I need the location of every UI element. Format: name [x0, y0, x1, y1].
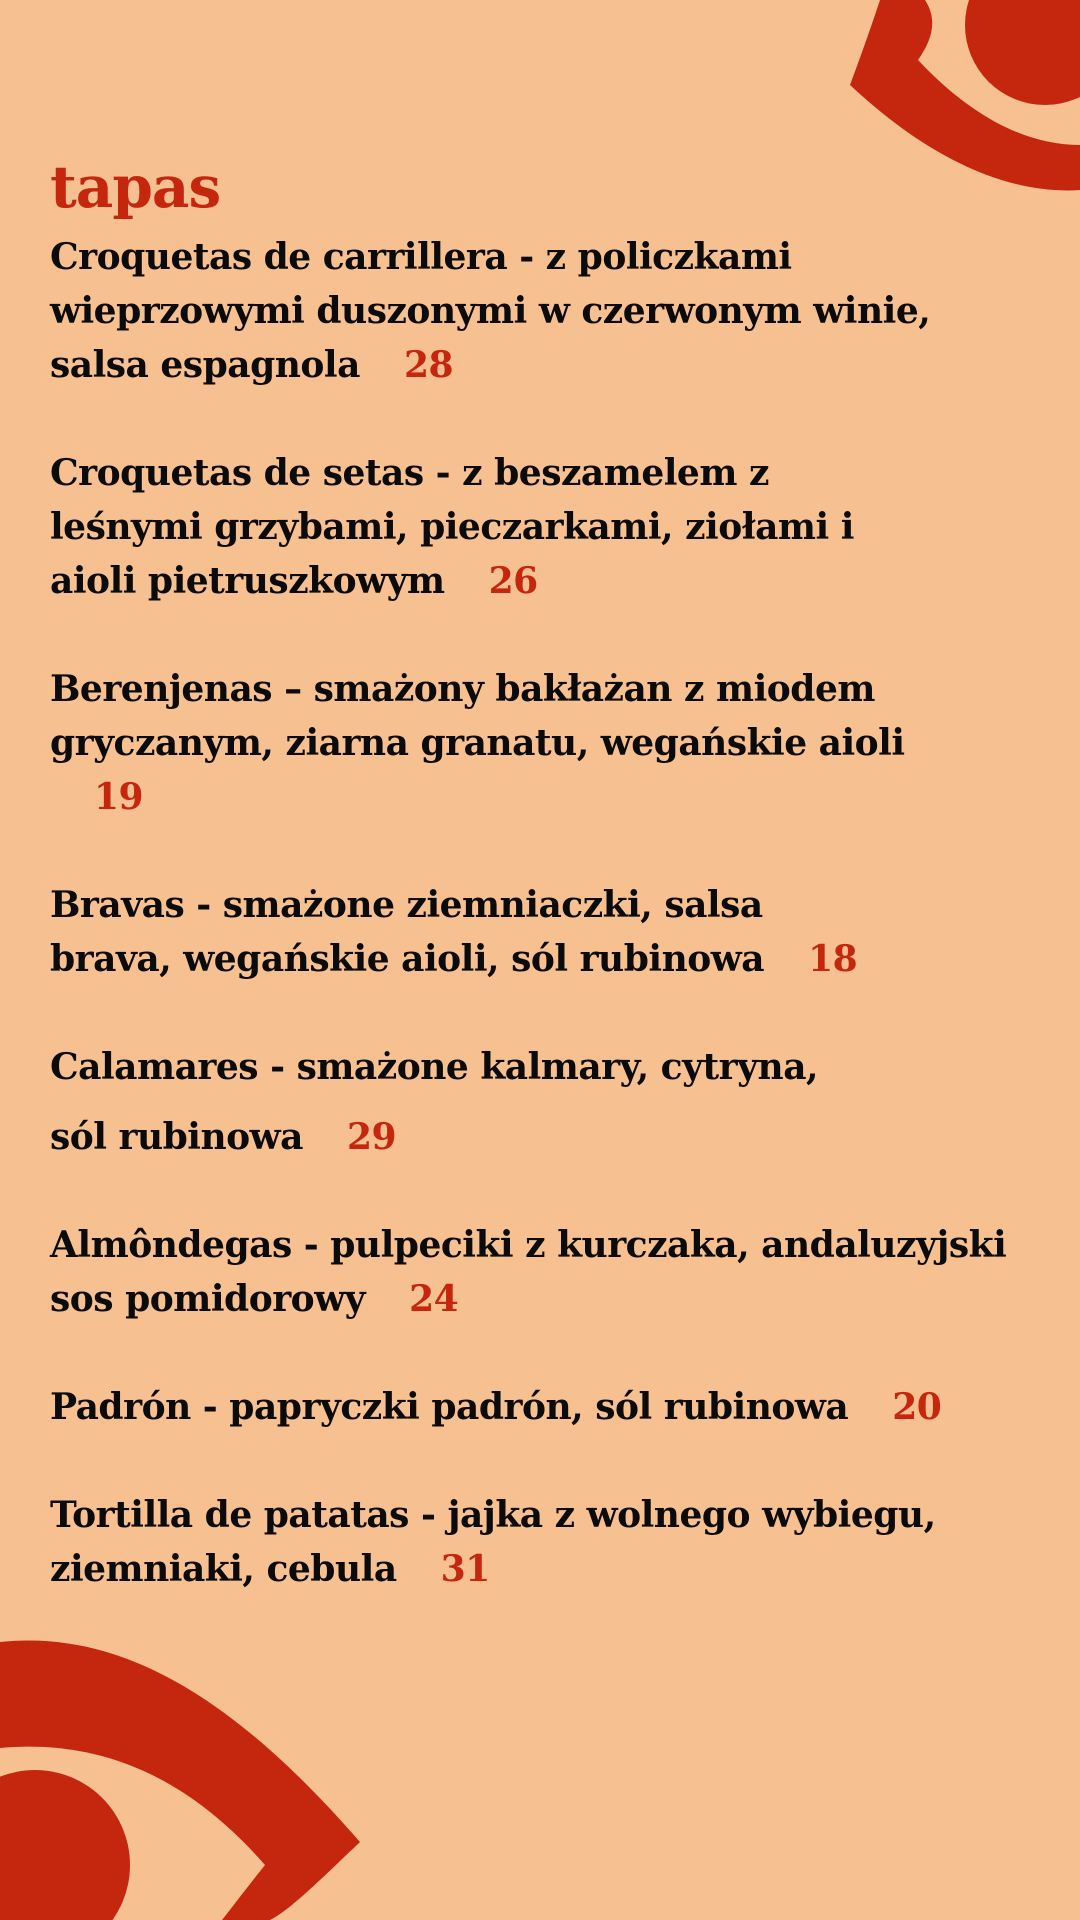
item-name: Bravas	[50, 884, 185, 926]
item-separator: -	[184, 884, 223, 926]
item-name: Tortilla de patatas	[50, 1494, 409, 1536]
item-price: 24	[409, 1278, 459, 1320]
item-separator: -	[507, 236, 546, 278]
menu-item	[50, 230, 1030, 392]
menu-item	[50, 446, 900, 608]
menu-title: tapas	[50, 153, 221, 221]
item-description-continued: sól rubinowa	[50, 1116, 303, 1158]
item-name: Almôndegas	[50, 1224, 292, 1266]
item-name: Calamares	[50, 1046, 259, 1088]
eye-decoration-bottom-icon	[0, 1620, 380, 1920]
item-price: 31	[440, 1548, 490, 1590]
item-price: 19	[94, 776, 144, 818]
item-price: 28	[403, 344, 454, 386]
item-separator: -	[423, 452, 463, 494]
item-description: smażone ziemniaczki, salsa brava, wegańskie aioli, sól rubinowa	[50, 884, 765, 980]
item-separator: -	[190, 1386, 230, 1428]
item-description: papryczki padrón, sól rubinowa	[229, 1386, 849, 1428]
item-description: smażony bakłażan z miodem gryczanym, ziarna granatu, wegańskie aioli	[50, 668, 905, 764]
item-description: smażone kalmary, cytryna,	[296, 1046, 819, 1088]
item-price: 26	[488, 560, 538, 602]
menu-item	[50, 1488, 950, 1596]
item-price: 29	[346, 1116, 397, 1158]
item-separator: -	[408, 1494, 448, 1536]
tapas-menu	[50, 148, 1030, 1596]
item-name: Berenjenas	[50, 668, 273, 710]
menu-item	[50, 1040, 1030, 1164]
menu-item	[50, 1218, 1030, 1326]
item-name: Padrón	[50, 1386, 191, 1428]
item-name: Croquetas de setas	[50, 452, 424, 494]
menu-item	[50, 878, 890, 986]
item-separator: -	[258, 1046, 297, 1088]
item-description: z beszamelem z leśnymi grzybami, pieczarkami, ziołami i aioli pietruszkowym	[50, 452, 854, 602]
item-name: Croquetas de carrillera	[50, 236, 508, 278]
item-separator: –	[272, 668, 314, 710]
item-separator: -	[291, 1224, 331, 1266]
item-price: 18	[808, 938, 858, 980]
item-price: 20	[892, 1386, 942, 1428]
item-description: pulpeciki z kurczaka, andaluzyjski sos pomidorowy	[50, 1224, 1007, 1320]
menu-item	[50, 662, 970, 824]
item-description: z policzkami wieprzowymi duszonymi w czerwonym winie, salsa espagnola	[50, 236, 931, 386]
menu-item	[50, 1380, 1030, 1434]
item-description: jajka z wolnego wybiegu, ziemniaki, cebula	[50, 1494, 936, 1590]
